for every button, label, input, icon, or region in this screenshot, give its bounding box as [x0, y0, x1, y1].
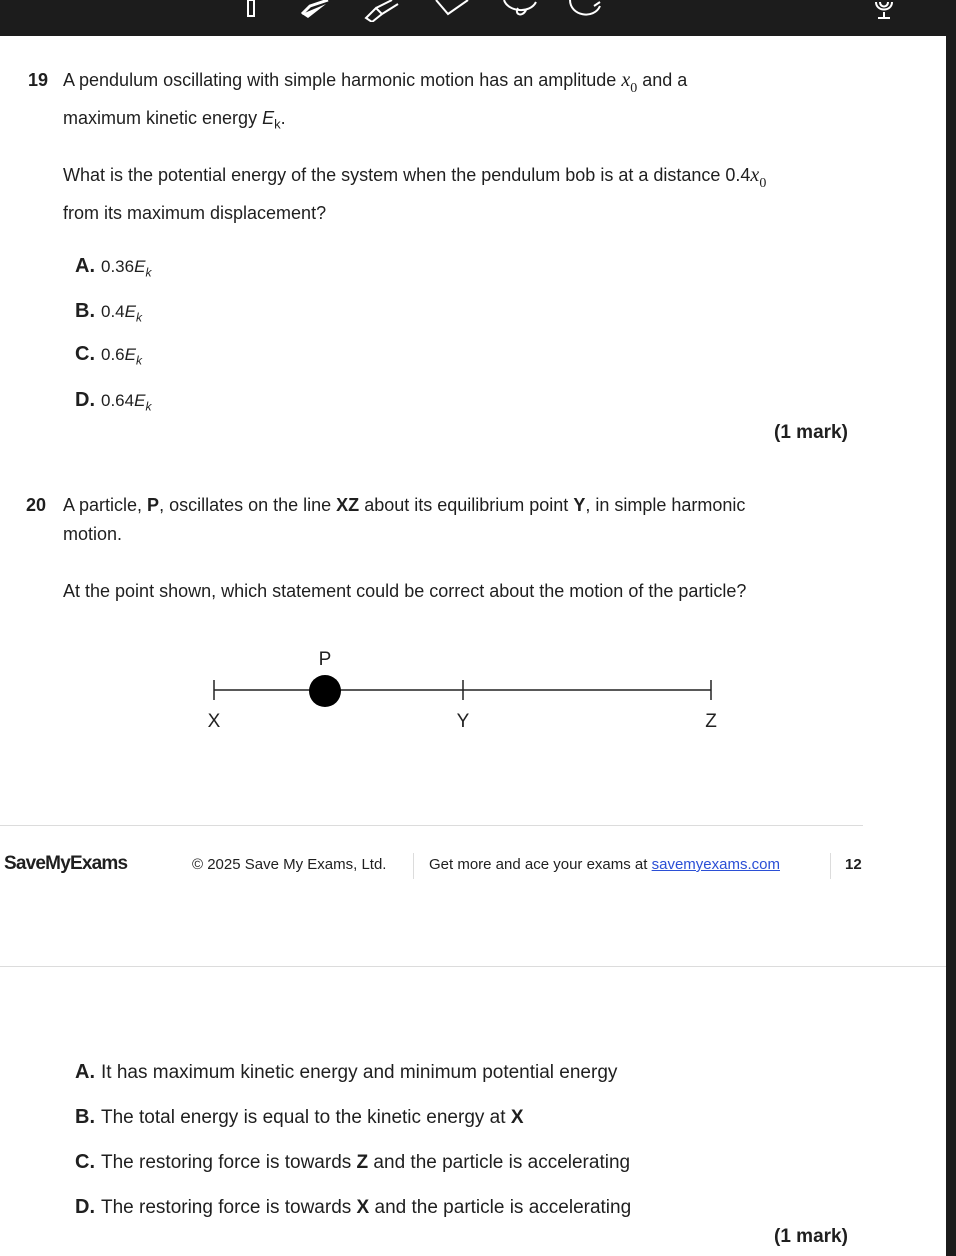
question-20-option-d[interactable]: D. The restoring force is towards X and the particle is accelerating	[75, 1196, 632, 1218]
question-19-stem-line1: A pendulum oscillating with simple harmonic motion has an amplitude $x_0$ and a	[63, 69, 688, 96]
question-19-option-d[interactable]: D. $0.64E_k$	[75, 389, 152, 414]
annotation-toolbar	[0, 0, 956, 36]
label-p: P	[318, 649, 332, 670]
label-x: X	[207, 711, 221, 732]
question-19-option-c[interactable]: C. $0.6E_k$	[75, 343, 142, 368]
particle-p	[309, 675, 341, 707]
question-20-stem-line1: A particle, P, oscillates on the line XZ about its equilibrium point Y, in simple harmonic	[63, 495, 746, 515]
question-20-option-c[interactable]: C. The restoring force is towards Z and the particle is accelerating	[75, 1151, 631, 1173]
footer-separator	[413, 853, 414, 879]
question-19-number: 19	[28, 70, 49, 90]
question-19-prompt-line1: What is the potential energy of the system when the pendulum bob is at a distance $0.4x_0$	[63, 164, 767, 191]
eraser-icon[interactable]	[430, 0, 474, 22]
footer-separator-2	[830, 853, 831, 879]
question-20-prompt: At the point shown, which statement could be correct about the motion of the particle?	[63, 581, 747, 601]
question-20-option-a[interactable]: A. It has maximum kinetic energy and minimum potential energy	[75, 1061, 618, 1083]
footer-divider	[0, 825, 863, 826]
shm-line-diagram	[190, 640, 750, 740]
label-z: Z	[705, 711, 717, 732]
question-20-mark: (1 mark)	[774, 1226, 848, 1247]
page-break-line	[0, 966, 946, 967]
pen-icon[interactable]	[298, 0, 334, 22]
promo-text: Get more and ace your exams at savemyexams.com	[429, 856, 780, 873]
label-y: Y	[456, 711, 470, 732]
question-20-stem-line2: motion.	[63, 524, 123, 544]
brand-logo[interactable]: SaveMyExams	[4, 853, 128, 874]
shape-icon[interactable]	[566, 0, 606, 22]
question-19-prompt-line2: from its maximum displacement?	[63, 203, 327, 223]
question-19-option-b[interactable]: B. $0.4E_k$	[75, 300, 142, 325]
question-20-number: 20	[26, 495, 47, 515]
copyright-text: © 2025 Save My Exams, Ltd.	[192, 856, 387, 873]
question-19-stem-line2: maximum kinetic energy $E_k$.	[63, 108, 286, 132]
microphone-icon[interactable]	[870, 0, 900, 22]
lasso-icon[interactable]	[500, 0, 544, 22]
page-number: 12	[845, 856, 862, 873]
question-20-option-b[interactable]: B. The total energy is equal to the kinetic energy at X	[75, 1106, 524, 1128]
text-cursor-icon[interactable]	[240, 0, 264, 22]
highlighter-icon[interactable]	[362, 0, 402, 22]
savemyexams-link[interactable]: savemyexams.com	[651, 856, 780, 873]
question-19-option-a[interactable]: A. $0.36E_k$	[75, 255, 152, 280]
question-19-mark: (1 mark)	[774, 422, 848, 443]
window-edge	[946, 36, 956, 1256]
